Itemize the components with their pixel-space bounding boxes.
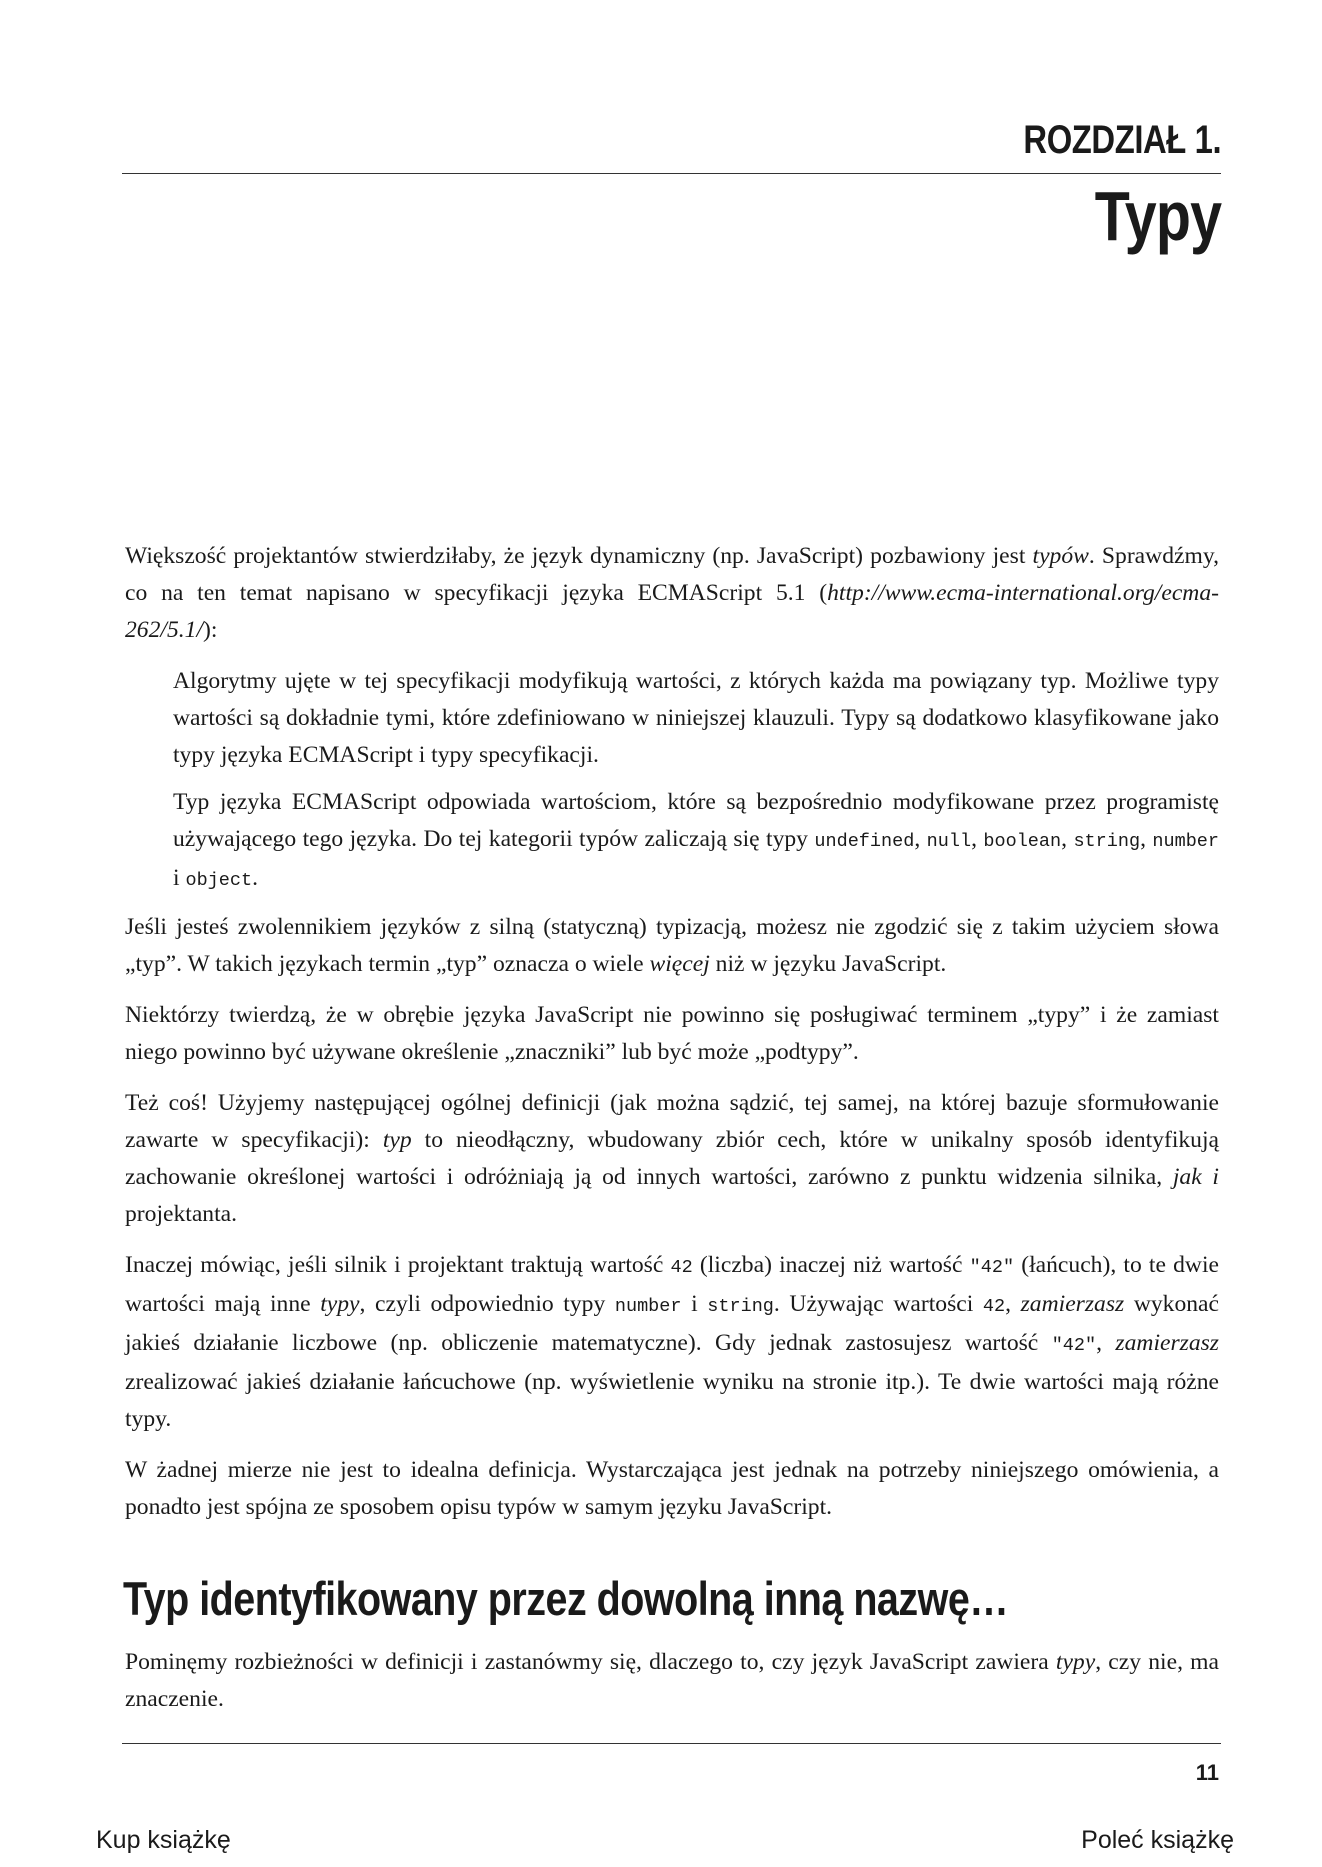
paragraph-in-other-words: Inaczej mówiąc, jeśli silnik i projektant traktują wartość 42 (liczba) inaczej niż wartość "42" (łańcuch), to te dwie wartości mają inne typy, czyli odpowiednio typy number i string. Używając wartości 42, zamierzasz wykonać jakieś działanie liczbowe (np. obliczenie matematyczne). Gdy jednak zastosujesz wartość "42", zamierzasz zrealizować jakieś działanie łańcuchowe (np. wyświetlenie wyniku na stronie itp.). Te dwie wartości mają różne typy.	[125, 1252, 1219, 1432]
paragraph-definition: Też coś! Użyjemy następującej ogólnej definicji (jak można sądzić, tej samej, na której bazuje sformułowanie zawarte w specyfikacji): typ to nieodłączny, wbudowany zbiór cech, które w unikalny sposób identyfikują zachowanie określonej wartości i odróżniają ją od innych wartości, zarówno z punktu widzenia silnika, jak i projektanta.	[125, 1090, 1220, 1227]
quote-paragraph-1: Algorytmy ujęte w tej specyfikacji modyfikują wartości, z których każda ma powiązany typ. Możliwe typy wartości są dokładnie tymi, które zdefiniowano w niniejszej klauzuli. Typy są dodatkowo klasyfikowane jako typy języka ECMAScript i typy specyfikacji.	[173, 668, 1219, 768]
quote-paragraph-2: Typ języka ECMAScript odpowiada wartościom, które są bezpośrednio modyfikowane przez programistę używającego tego języka. Do tej kategorii typów zaliczają się typy undefined, null, boolean, string, number i object.	[173, 789, 1220, 891]
recommend-book-link[interactable]: Poleć książkę	[1081, 1826, 1234, 1854]
buy-book-link[interactable]: Kup książkę	[96, 1826, 231, 1854]
block-quote	[125, 663, 1219, 899]
page-body	[125, 538, 1219, 1732]
paragraph-strong-typing: Jeśli jesteś zwolennikiem języków z silną (statyczną) typizacją, możesz nie zgodzić się z takim użyciem słowa „typ”. W takich językach termin „typ” oznacza o wiele więcej niż w języku JavaScript.	[125, 914, 1219, 977]
header-rule	[122, 173, 1221, 174]
section-heading: Typ identyfikowany przez dowolną inną nazwę…	[123, 1572, 1009, 1625]
footer-rule	[122, 1743, 1221, 1744]
page-number: 11	[1195, 1760, 1219, 1785]
chapter-label: ROZDZIAŁ 1.	[1023, 118, 1221, 162]
spec-url: http://www.ecma-international.org/ecma-262/5.1/	[125, 580, 1219, 643]
paragraph-some-say: Niektórzy twierdzą, że w obrębie języka JavaScript nie powinno się posługiwać terminem „typy” i że zamiast niego powinno być używane określenie „znaczniki” lub być może „podtypy”.	[125, 1002, 1219, 1065]
paragraph-not-ideal: W żadnej mierze nie jest to idealna definicja. Wystarczająca jest jednak na potrzeby niniejszego omówienia, a ponadto jest spójna ze sposobem opisu typów w samym języku JavaScript.	[125, 1457, 1219, 1520]
paragraph-ignore-differences: Pominęmy rozbieżności w definicji i zastanówmy się, dlaczego to, czy język JavaScript zawiera typy, czy nie, ma znaczenie.	[125, 1649, 1219, 1712]
chapter-title: Typy	[1094, 177, 1221, 255]
paragraph-intro: Większość projektantów stwierdziłaby, że język dynamiczny (np. JavaScript) pozbawiony jest typów. Sprawdźmy, co na ten temat napisano w specyfikacji języka ECMAScript 5.1 (http://www.ecma-international.org/ecma-262/5.1/):	[125, 543, 1219, 643]
